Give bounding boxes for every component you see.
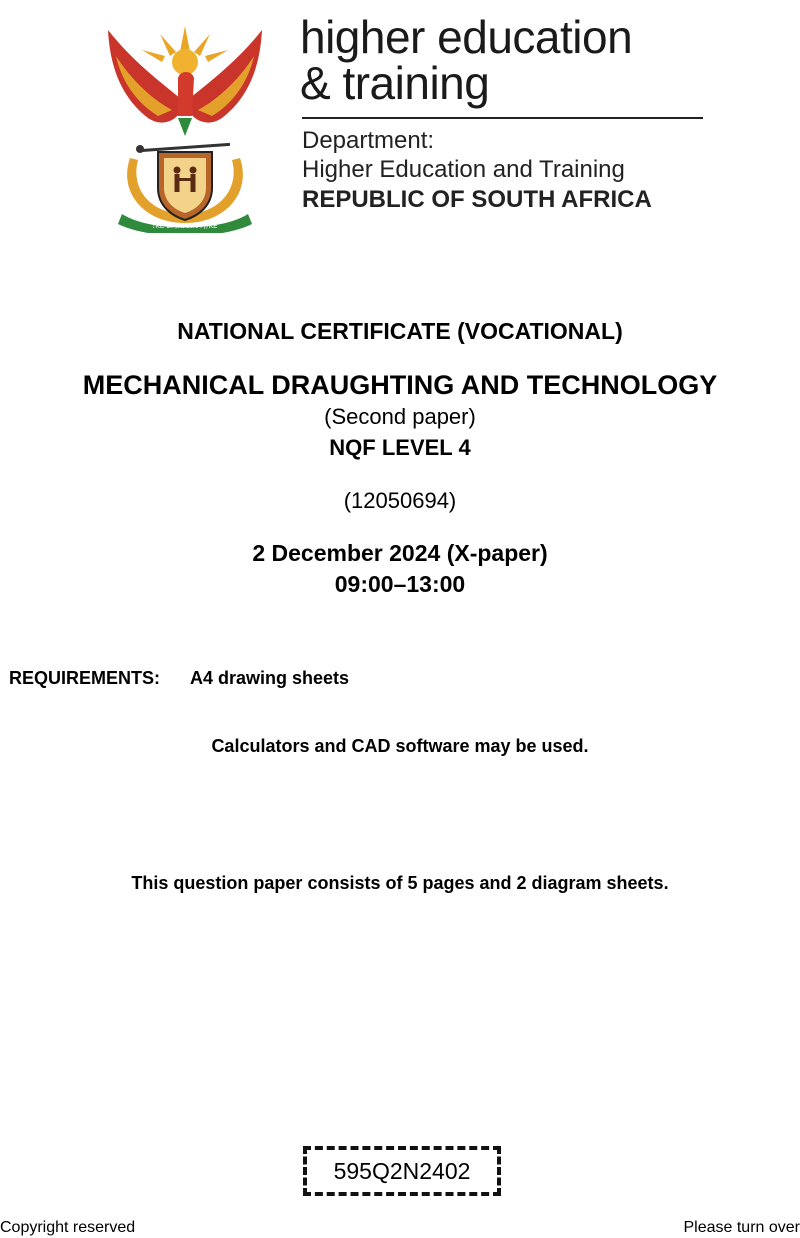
footer-copyright: Copyright reserved [0, 1219, 136, 1236]
coat-of-arms-logo [100, 18, 270, 233]
paper-number: (Second paper) [324, 404, 476, 429]
certificate-title: NATIONAL CERTIFICATE (VOCATIONAL) [177, 318, 623, 344]
paper-code-box: 595Q2N2402 [303, 1146, 501, 1196]
nqf-level: NQF LEVEL 4 [329, 435, 471, 460]
footer-turn-over: Please turn over [683, 1219, 800, 1236]
brand-title-line2: & training [300, 57, 490, 109]
calculator-note: Calculators and CAD software may be used. [211, 736, 589, 756]
department-name: Higher Education and Training [302, 156, 625, 183]
department-label: Department: [302, 127, 435, 154]
requirements-value: A4 drawing sheets [190, 668, 350, 688]
subject-code: (12050694) [343, 488, 457, 513]
exam-date: 2 December 2024 (X-paper) [252, 540, 548, 566]
crest-motto-text: !KE E: /XARRA //KE [152, 222, 218, 230]
exam-time: 09:00–13:00 [334, 571, 466, 597]
country-name: REPUBLIC OF SOUTH AFRICA [302, 186, 652, 213]
requirements-label: REQUIREMENTS: [9, 668, 161, 688]
brand-divider [302, 117, 703, 119]
subject-title: MECHANICAL DRAUGHTING AND TECHNOLOGY [82, 370, 718, 400]
brand-title-line1: higher education [300, 11, 633, 63]
page-count-note: This question paper consists of 5 pages and 2 diagram sheets. [131, 873, 669, 893]
